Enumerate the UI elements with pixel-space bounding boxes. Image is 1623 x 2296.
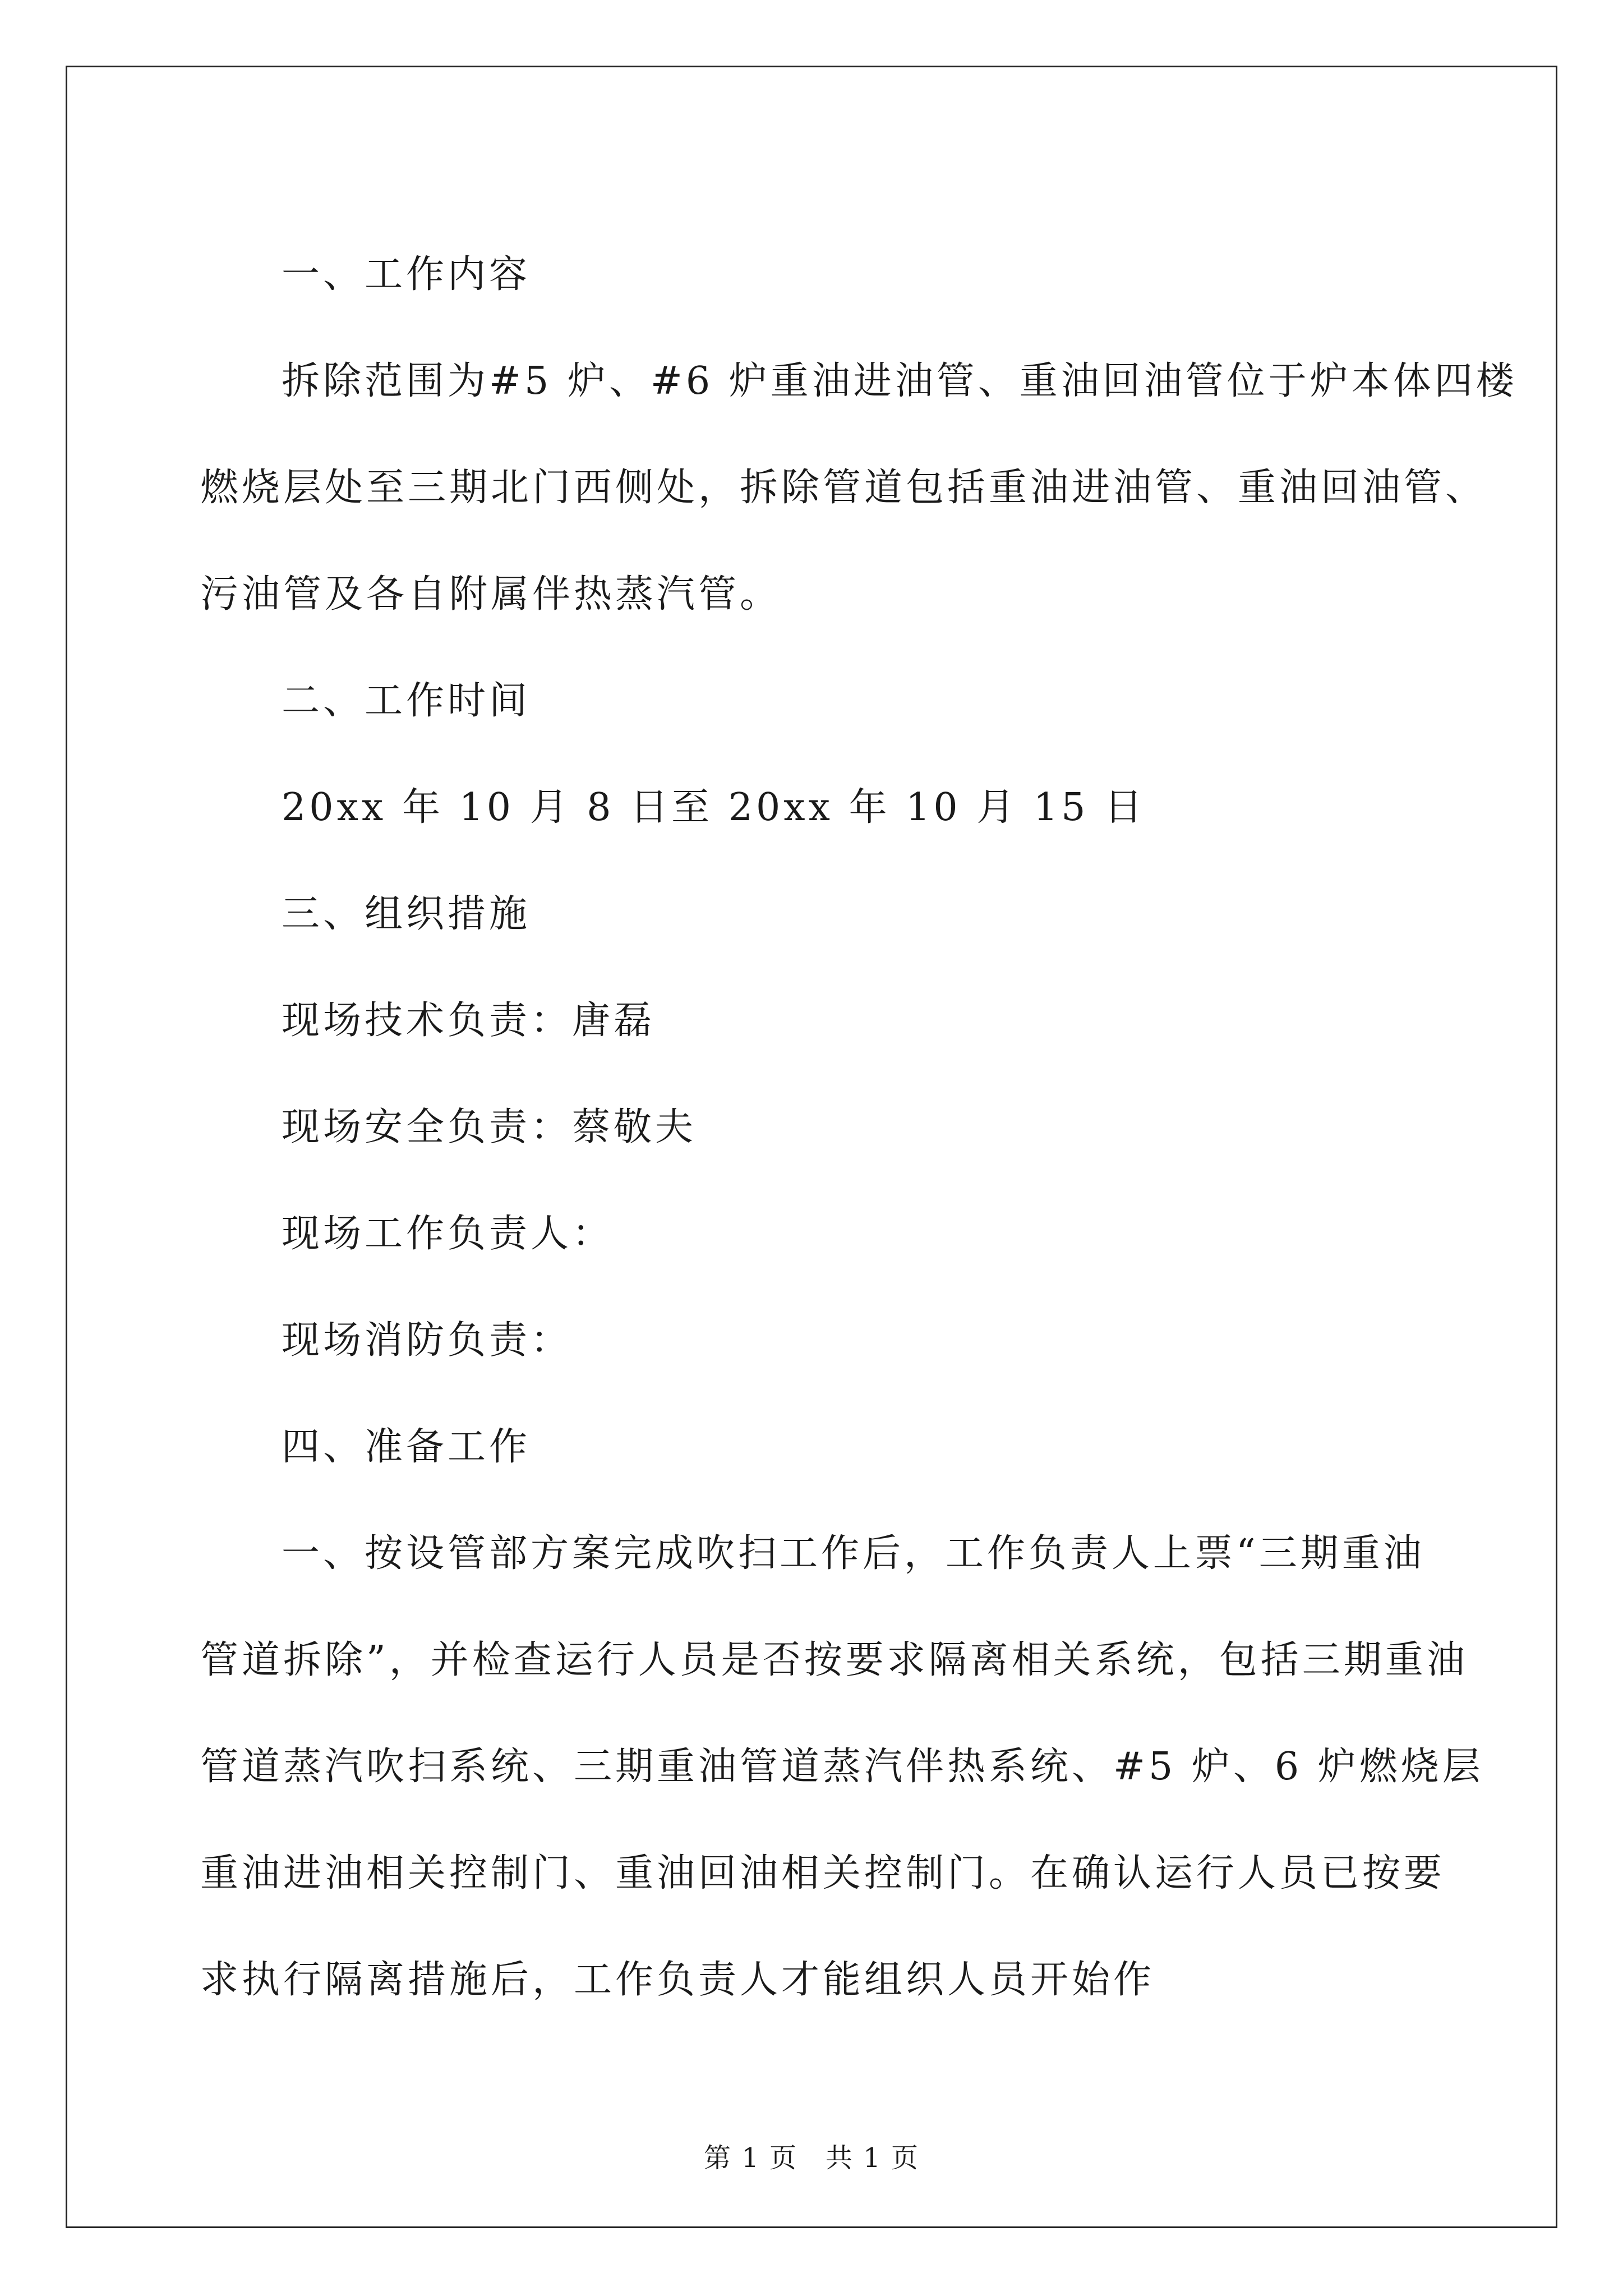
body-line: 一、按设管部方案完成吹扫工作后，工作负责人上票“三期重油 — [282, 1531, 1425, 1576]
body-line-safety-lead: 现场安全负责：蔡敬夫 — [282, 1105, 697, 1149]
body-line-work-lead: 现场工作负责人： — [282, 1212, 614, 1256]
body-line-tech-lead: 现场技术负责：唐磊 — [282, 999, 656, 1043]
body-line: 燃烧层处至三期北门西侧处，拆除管道包括重油进油管、重油回油管、 — [200, 466, 1487, 510]
body-line: 重油进油相关控制门、重油回油相关控制门。在确认运行人员已按要 — [200, 1851, 1446, 1895]
document-body — [200, 222, 1518, 2033]
body-line: 拆除范围为#5 炉、#6 炉重油进油管、重油回油管位于炉本体四楼 — [282, 359, 1518, 403]
body-line: 管道拆除”，并检查运行人员是否按要求隔离相关系统，包括三期重油 — [200, 1638, 1468, 1682]
body-line: 求执行隔离措施后，工作负责人才能组织人员开始作 — [200, 1958, 1155, 2002]
body-line: 管道蒸汽吹扫系统、三期重油管道蒸汽伴热系统、#5 炉、6 炉燃烧层 — [200, 1745, 1484, 1789]
page-number-footer: 第 1 页 共 1 页 — [703, 2142, 920, 2174]
section-heading-work-content: 一、工作内容 — [282, 252, 531, 297]
section-heading-organization: 三、组织措施 — [282, 892, 531, 936]
section-heading-preparation: 四、准备工作 — [282, 1425, 531, 1469]
section-heading-work-time: 二、工作时间 — [282, 679, 531, 723]
body-line-fire-lead: 现场消防负责： — [282, 1318, 573, 1363]
body-line: 污油管及各自附属伴热蒸汽管。 — [200, 572, 782, 616]
body-line-date-range: 20xx 年 10 月 8 日至 20xx 年 10 月 15 日 — [282, 785, 1146, 830]
